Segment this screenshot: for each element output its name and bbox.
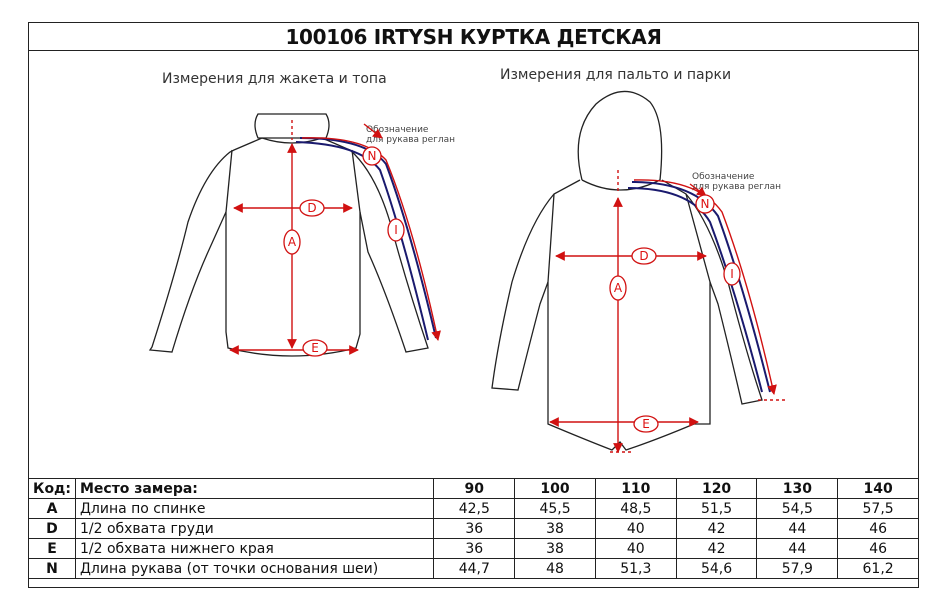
row-place: 1/2 обхвата груди <box>75 519 433 539</box>
row-value: 54,5 <box>757 499 838 519</box>
left-raglan-note-line2: для рукава реглан <box>366 135 456 145</box>
header-size: 110 <box>595 479 676 499</box>
row-value: 36 <box>434 519 515 539</box>
row-value: 54,6 <box>676 559 757 579</box>
header-size: 140 <box>838 479 919 499</box>
parka-marker-i: I <box>730 267 734 281</box>
table-row <box>29 499 919 519</box>
row-value: 40 <box>595 519 676 539</box>
jacket-marker-i: I <box>394 223 398 237</box>
row-code: A <box>29 499 76 519</box>
header-code: Код: <box>29 479 76 499</box>
row-value: 46 <box>838 539 919 559</box>
table-header-row <box>29 479 919 499</box>
jacket-marker-a: A <box>287 235 297 249</box>
page-title: 100106 IRTYSH КУРТКА ДЕТСКАЯ <box>28 22 919 51</box>
parka-marker-a: A <box>613 281 623 295</box>
size-table <box>28 478 919 579</box>
measurement-diagram <box>30 52 917 476</box>
row-value: 57,9 <box>757 559 838 579</box>
header-size: 100 <box>515 479 596 499</box>
header-size: 130 <box>757 479 838 499</box>
parka-measures <box>550 170 788 452</box>
table-row <box>29 539 919 559</box>
row-value: 57,5 <box>838 499 919 519</box>
row-value: 51,3 <box>595 559 676 579</box>
table-row <box>29 559 919 579</box>
row-value: 45,5 <box>515 499 596 519</box>
row-value: 40 <box>595 539 676 559</box>
row-value: 42 <box>676 539 757 559</box>
parka-marker-d: D <box>639 249 649 263</box>
row-value: 44 <box>757 539 838 559</box>
parka-marker-e: E <box>642 417 650 431</box>
row-value: 46 <box>838 519 919 539</box>
row-code: N <box>29 559 76 579</box>
row-value: 38 <box>515 519 596 539</box>
row-value: 42,5 <box>434 499 515 519</box>
jacket-measures <box>230 120 438 350</box>
row-value: 61,2 <box>838 559 919 579</box>
right-raglan-note-line2: для рукава реглан <box>692 182 782 192</box>
right-raglan-note-line1: Обозначение <box>692 172 755 182</box>
header-size: 120 <box>676 479 757 499</box>
row-value: 38 <box>515 539 596 559</box>
row-value: 48,5 <box>595 499 676 519</box>
jacket-markers <box>284 147 404 356</box>
garment-sketches <box>30 52 917 476</box>
row-code: E <box>29 539 76 559</box>
right-caption: Измерения для пальто и парки <box>500 67 732 83</box>
left-caption: Измерения для жакета и топа <box>162 71 387 87</box>
row-value: 36 <box>434 539 515 559</box>
jacket-marker-n: N <box>367 149 377 163</box>
row-value: 44 <box>757 519 838 539</box>
jacket-marker-d: D <box>307 201 317 215</box>
left-raglan-note-line1: Обозначение <box>366 125 429 135</box>
parka-outline <box>492 91 762 450</box>
row-value: 42 <box>676 519 757 539</box>
header-place: Место замера: <box>75 479 433 499</box>
header-size: 90 <box>434 479 515 499</box>
table-row <box>29 519 919 539</box>
row-value: 44,7 <box>434 559 515 579</box>
row-value: 51,5 <box>676 499 757 519</box>
row-place: 1/2 обхвата нижнего края <box>75 539 433 559</box>
parka-marker-n: N <box>700 197 710 211</box>
row-place: Длина рукава (от точки основания шеи) <box>75 559 433 579</box>
row-code: D <box>29 519 76 539</box>
row-place: Длина по спинке <box>75 499 433 519</box>
jacket-marker-e: E <box>311 341 319 355</box>
row-value: 48 <box>515 559 596 579</box>
